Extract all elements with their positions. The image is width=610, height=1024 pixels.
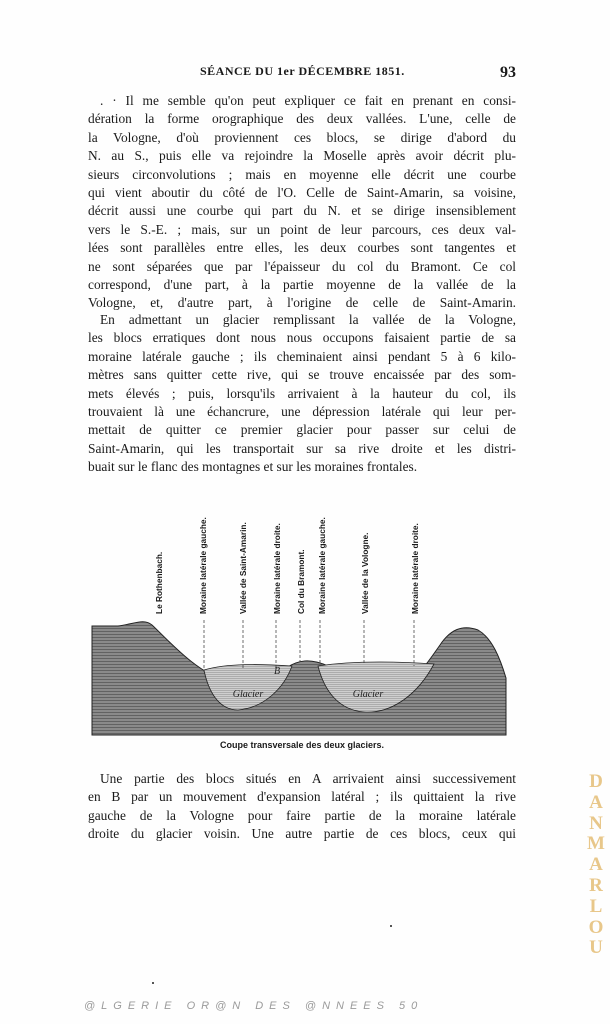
cross-section-figure	[88, 490, 516, 756]
label-rothenbach: Le Rothenbach.	[154, 551, 164, 614]
watermark-letter: R	[589, 874, 603, 896]
glacier-label-1: Glacier	[232, 689, 264, 700]
paragraph-3	[88, 770, 516, 844]
label-moraine-laterale-droite-2: Moraine latérale droite.	[410, 523, 420, 614]
paragraph-2	[88, 311, 516, 477]
marker-b: B	[274, 666, 281, 677]
text-line: Vologne, et, d'autre part, à l'origine de celle de Saint-Amarin.	[88, 295, 516, 311]
text-line: en B par un mouvement d'expansion latéral ; ils quittaient la rive	[88, 789, 516, 805]
text-line: moraine latérale gauche ; ils cheminaient ainsi pendant 5 à 6 kilo-	[88, 348, 516, 364]
label-moraine-laterale-gauche-1: Moraine latérale gauche.	[198, 517, 208, 614]
bottom-watermark: @LGERIE OR@N DES @NNEES 50	[84, 1000, 424, 1012]
watermark-letter: N	[589, 812, 603, 834]
page-number: 93	[500, 64, 516, 81]
label-moraine-laterale-gauche-2: Moraine latérale gauche.	[317, 517, 327, 614]
text-line: la Vologne, d'où proviennent ces blocs, se dirige d'abord du	[88, 129, 516, 145]
text-line: gauche de la Vologne pour faire partie de la moraine latérale	[88, 807, 516, 823]
watermark-letter: M	[587, 833, 605, 855]
figure-caption: Coupe transversale des deux glaciers.	[219, 740, 385, 750]
glacier-label-2: Glacier	[352, 689, 384, 700]
label-vallee-vologne: Vallée de la Vologne.	[360, 532, 370, 614]
label-col-du-bramont: Col du Bramont.	[296, 549, 306, 614]
text-line: décrit aussi une courbe qui part du N. et se dirige insensiblement	[88, 203, 516, 219]
running-title: SÉANCE DU 1er DÉCEMBRE 1851.	[200, 64, 405, 78]
text-line: Saint-Amarin, qui les transportait sur sa rive droite et les distri-	[88, 440, 516, 456]
watermark-letter: O	[588, 916, 604, 938]
cross-section-drawing	[88, 490, 516, 740]
paragraph-1	[88, 92, 516, 313]
text-line: vers le S.-E. ; mais, sur un point de leur parcours, ces deux val-	[88, 221, 516, 237]
text-line: droite du glacier voisin. Une autre partie de ces blocs, ceux qui	[88, 826, 516, 842]
text-line: les blocs erratiques dont nous nous occupons faisaient partie de sa	[88, 330, 516, 346]
label-vallee-saint-amarin: Vallée de Saint-Amarin.	[238, 522, 248, 614]
text-line: buait sur le flanc des montagnes et sur les moraines frontales.	[88, 459, 418, 475]
label-moraine-laterale-droite-1: Moraine latérale droite.	[272, 523, 282, 614]
speck	[390, 925, 392, 927]
running-header	[88, 64, 516, 84]
text-line: mètres sans quitter cette rive, qui se trouve encaissée par des som-	[88, 367, 516, 383]
text-line: trouvaient là une échancrure, une dépression latérale qui leur per-	[88, 404, 516, 420]
watermark-letter: A	[589, 791, 603, 813]
speck	[152, 982, 154, 984]
text-line: En admettant un glacier remplissant la vallée de la Vologne,	[100, 312, 516, 327]
text-line: dération la forme orographique des deux vallées. L'une, celle de	[88, 111, 516, 127]
text-line: Une partie des blocs situés en A arrivaient ainsi successivement	[100, 771, 516, 786]
text-line: qui vient aboutir du côté de l'O. Celle de Saint-Amarin, sa voisine,	[88, 185, 516, 201]
text-line: correspond, d'une part, à la partie moyenne de la vallée de la	[88, 277, 516, 293]
watermark-letter: D	[589, 771, 603, 792]
text-line: . · Il me semble qu'on peut expliquer ce fait en prenant en consi-	[100, 93, 516, 108]
text-line: ne sont séparées que par l'épaisseur du col du Bramont. Ce col	[88, 258, 516, 274]
side-watermark	[585, 772, 607, 959]
watermark-letter: U	[589, 937, 603, 959]
watermark-letter: L	[589, 895, 603, 917]
text-line: mettait de quitter ce premier glacier pour passer sur celui de	[88, 422, 516, 438]
text-line: mets élevés ; puis, lorsqu'ils arrivaient à la hauteur du col, ils	[88, 385, 516, 401]
watermark-letter: A	[589, 854, 603, 876]
text-line: lées sont parallèles entre elles, les deux courbes sont tangentes et	[88, 240, 516, 256]
mountain-terrain	[92, 622, 506, 735]
text-line: N. au S., puis elle va rejoindre la Moselle après avoir décrit plu-	[88, 148, 516, 164]
text-line: sieurs circonvolutions ; mais en moyenne elle décrit une courbe	[88, 166, 516, 182]
